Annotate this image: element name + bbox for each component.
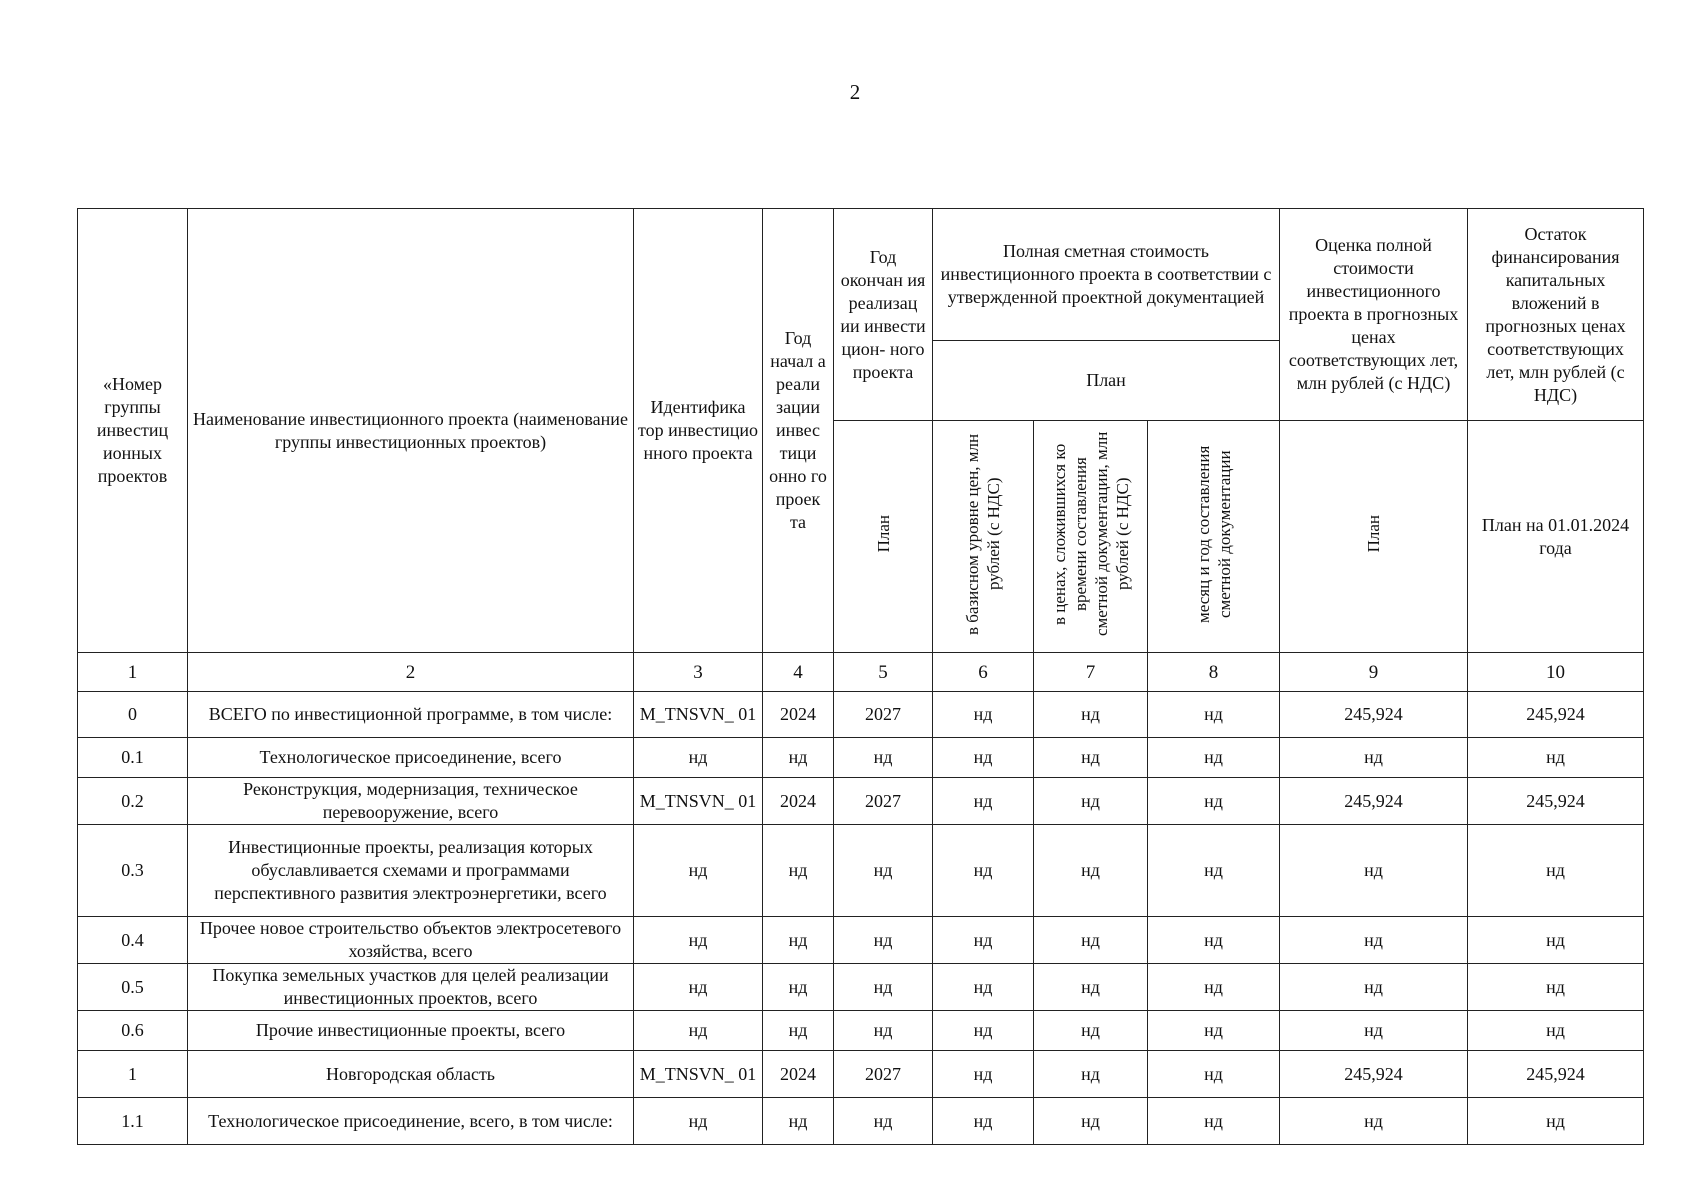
- row-current-price-cost: нд: [1034, 738, 1148, 778]
- header-project-name: Наименование инвестиционного проекта (наименование группы инвестиционных проектов): [188, 209, 634, 653]
- row-full-cost-estimate: нд: [1280, 964, 1468, 1011]
- table-row: [78, 1051, 1644, 1098]
- investment-program-table: [77, 208, 1644, 1145]
- row-current-price-cost: нд: [1034, 778, 1148, 825]
- table-row: [78, 692, 1644, 738]
- row-start-year: 2024: [763, 692, 834, 738]
- row-base-price-cost: нд: [933, 778, 1034, 825]
- column-number: 10: [1468, 653, 1644, 692]
- column-number: 5: [834, 653, 933, 692]
- row-name: Покупка земельных участков для целей реализации инвестиционных проектов, всего: [188, 964, 634, 1011]
- column-number: 7: [1034, 653, 1148, 692]
- row-remaining-financing: нд: [1468, 825, 1644, 917]
- row-code: 0.3: [78, 825, 188, 917]
- row-current-price-cost: нд: [1034, 692, 1148, 738]
- row-current-price-cost: нд: [1034, 917, 1148, 964]
- row-code: 0.2: [78, 778, 188, 825]
- header-remaining-plan: План на 01.01.2024 года: [1468, 421, 1644, 653]
- row-full-cost-estimate: нд: [1280, 917, 1468, 964]
- row-end-year: 2027: [834, 778, 933, 825]
- row-full-cost-estimate: нд: [1280, 825, 1468, 917]
- row-remaining-financing: нд: [1468, 964, 1644, 1011]
- header-remaining-financing: Остаток финансирования капитальных вложений в прогнозных ценах соответствующих лет, млн рублей (с НДС): [1468, 209, 1644, 421]
- row-estimate-month-year: нд: [1148, 1098, 1280, 1145]
- row-identifier: нд: [634, 917, 763, 964]
- row-start-year: нд: [763, 917, 834, 964]
- column-number: 8: [1148, 653, 1280, 692]
- table-row: [78, 917, 1644, 964]
- row-identifier: нд: [634, 964, 763, 1011]
- row-remaining-financing: нд: [1468, 738, 1644, 778]
- row-end-year: нд: [834, 917, 933, 964]
- row-estimate-month-year: нд: [1148, 917, 1280, 964]
- header-estimate-plan: План: [933, 341, 1280, 421]
- header-estimate-cost: Полная сметная стоимость инвестиционного проекта в соответствии с утвержденной проектной документацией: [933, 209, 1280, 341]
- row-remaining-financing: 245,924: [1468, 778, 1644, 825]
- column-number: 2: [188, 653, 634, 692]
- row-name: Реконструкция, модернизация, техническое перевооружение, всего: [188, 778, 634, 825]
- page-number: 2: [849, 80, 861, 104]
- row-estimate-month-year: нд: [1148, 964, 1280, 1011]
- header-full-cost-estimate: Оценка полной стоимости инвестиционного проекта в прогнозных ценах соответствующих лет, млн рублей (с НДС): [1280, 209, 1468, 421]
- table-row: [78, 964, 1644, 1011]
- row-estimate-month-year: нд: [1148, 692, 1280, 738]
- row-base-price-cost: нд: [933, 692, 1034, 738]
- table-body: [78, 692, 1644, 1145]
- row-base-price-cost: нд: [933, 1098, 1034, 1145]
- row-base-price-cost: нд: [933, 738, 1034, 778]
- row-full-cost-estimate: 245,924: [1280, 778, 1468, 825]
- row-name: Технологическое присоединение, всего: [188, 738, 634, 778]
- header-start-year: Год начал а реали зации инвес тици онно го проек та: [763, 209, 834, 653]
- table-row: [78, 1011, 1644, 1051]
- row-code: 0.5: [78, 964, 188, 1011]
- row-code: 1.1: [78, 1098, 188, 1145]
- row-current-price-cost: нд: [1034, 1011, 1148, 1051]
- row-start-year: нд: [763, 1098, 834, 1145]
- header-month-year-label: месяц и год составления сметной документации: [1193, 444, 1234, 623]
- row-end-year: 2027: [834, 692, 933, 738]
- row-name: Прочее новое строительство объектов электросетевого хозяйства, всего: [188, 917, 634, 964]
- row-remaining-financing: 245,924: [1468, 1051, 1644, 1098]
- column-number: 3: [634, 653, 763, 692]
- row-name: Прочие инвестиционные проекты, всего: [188, 1011, 634, 1051]
- header-current-prices-label: в ценах, сложившихся ко времени составления сметной документации, млн рублей (с НДС): [1049, 431, 1132, 636]
- row-name: Технологическое присоединение, всего, в том числе:: [188, 1098, 634, 1145]
- row-identifier: M_TNSVN_ 01: [634, 692, 763, 738]
- header-full-cost-plan-label: План: [1364, 514, 1384, 553]
- row-remaining-financing: нд: [1468, 917, 1644, 964]
- row-end-year: нд: [834, 964, 933, 1011]
- row-end-year: нд: [834, 1098, 933, 1145]
- row-identifier: нд: [634, 1098, 763, 1145]
- row-full-cost-estimate: 245,924: [1280, 1051, 1468, 1098]
- row-current-price-cost: нд: [1034, 825, 1148, 917]
- row-full-cost-estimate: нд: [1280, 1011, 1468, 1051]
- row-identifier: M_TNSVN_ 01: [634, 778, 763, 825]
- row-identifier: M_TNSVN_ 01: [634, 1051, 763, 1098]
- row-estimate-month-year: нд: [1148, 1051, 1280, 1098]
- column-number: 6: [933, 653, 1034, 692]
- row-name: ВСЕГО по инвестиционной программе, в том числе:: [188, 692, 634, 738]
- row-end-year: нд: [834, 825, 933, 917]
- row-identifier: нд: [634, 738, 763, 778]
- row-remaining-financing: нд: [1468, 1011, 1644, 1051]
- row-code: 0: [78, 692, 188, 738]
- column-number-row: [78, 653, 1644, 692]
- row-estimate-month-year: нд: [1148, 1011, 1280, 1051]
- header-end-year-plan: [834, 421, 933, 653]
- column-number: 1: [78, 653, 188, 692]
- row-base-price-cost: нд: [933, 1011, 1034, 1051]
- row-base-price-cost: нд: [933, 1051, 1034, 1098]
- row-start-year: 2024: [763, 778, 834, 825]
- row-current-price-cost: нд: [1034, 964, 1148, 1011]
- row-estimate-month-year: нд: [1148, 825, 1280, 917]
- table-row: [78, 778, 1644, 825]
- row-code: 0.6: [78, 1011, 188, 1051]
- row-start-year: нд: [763, 825, 834, 917]
- row-name: Новгородская область: [188, 1051, 634, 1098]
- header-base-prices: [933, 421, 1034, 653]
- row-current-price-cost: нд: [1034, 1051, 1148, 1098]
- row-end-year: нд: [834, 738, 933, 778]
- row-code: 1: [78, 1051, 188, 1098]
- row-remaining-financing: 245,924: [1468, 692, 1644, 738]
- row-base-price-cost: нд: [933, 917, 1034, 964]
- header-base-prices-label: в базисном уровне цен, млн рублей (с НДС): [963, 432, 1003, 635]
- row-code: 0.1: [78, 738, 188, 778]
- table-header: [78, 209, 1644, 692]
- row-code: 0.4: [78, 917, 188, 964]
- row-full-cost-estimate: нд: [1280, 738, 1468, 778]
- header-group-number: «Номер группы инвестиц ионных проектов: [78, 209, 188, 653]
- row-base-price-cost: нд: [933, 825, 1034, 917]
- row-current-price-cost: нд: [1034, 1098, 1148, 1145]
- row-start-year: нд: [763, 738, 834, 778]
- row-identifier: нд: [634, 825, 763, 917]
- column-number: 4: [763, 653, 834, 692]
- row-end-year: нд: [834, 1011, 933, 1051]
- row-full-cost-estimate: нд: [1280, 1098, 1468, 1145]
- table-row: [78, 1098, 1644, 1145]
- row-start-year: нд: [763, 964, 834, 1011]
- row-estimate-month-year: нд: [1148, 738, 1280, 778]
- table-row: [78, 738, 1644, 778]
- header-identifier: Идентифика тор инвестицио нного проекта: [634, 209, 763, 653]
- header-full-cost-plan: [1280, 421, 1468, 653]
- row-end-year: 2027: [834, 1051, 933, 1098]
- row-remaining-financing: нд: [1468, 1098, 1644, 1145]
- header-month-year: [1148, 421, 1280, 653]
- header-end-year: Год окончан ия реализац ии инвести цион- ного проекта: [834, 209, 933, 421]
- header-current-prices: [1034, 421, 1148, 653]
- row-start-year: нд: [763, 1011, 834, 1051]
- row-name: Инвестиционные проекты, реализация которых обуславливается схемами и программами перспективного развития электроэнергетики, всего: [188, 825, 634, 917]
- row-estimate-month-year: нд: [1148, 778, 1280, 825]
- column-number: 9: [1280, 653, 1468, 692]
- table-row: [78, 825, 1644, 917]
- row-base-price-cost: нд: [933, 964, 1034, 1011]
- row-start-year: 2024: [763, 1051, 834, 1098]
- row-identifier: нд: [634, 1011, 763, 1051]
- row-full-cost-estimate: 245,924: [1280, 692, 1468, 738]
- header-end-year-plan-label: План: [873, 514, 893, 553]
